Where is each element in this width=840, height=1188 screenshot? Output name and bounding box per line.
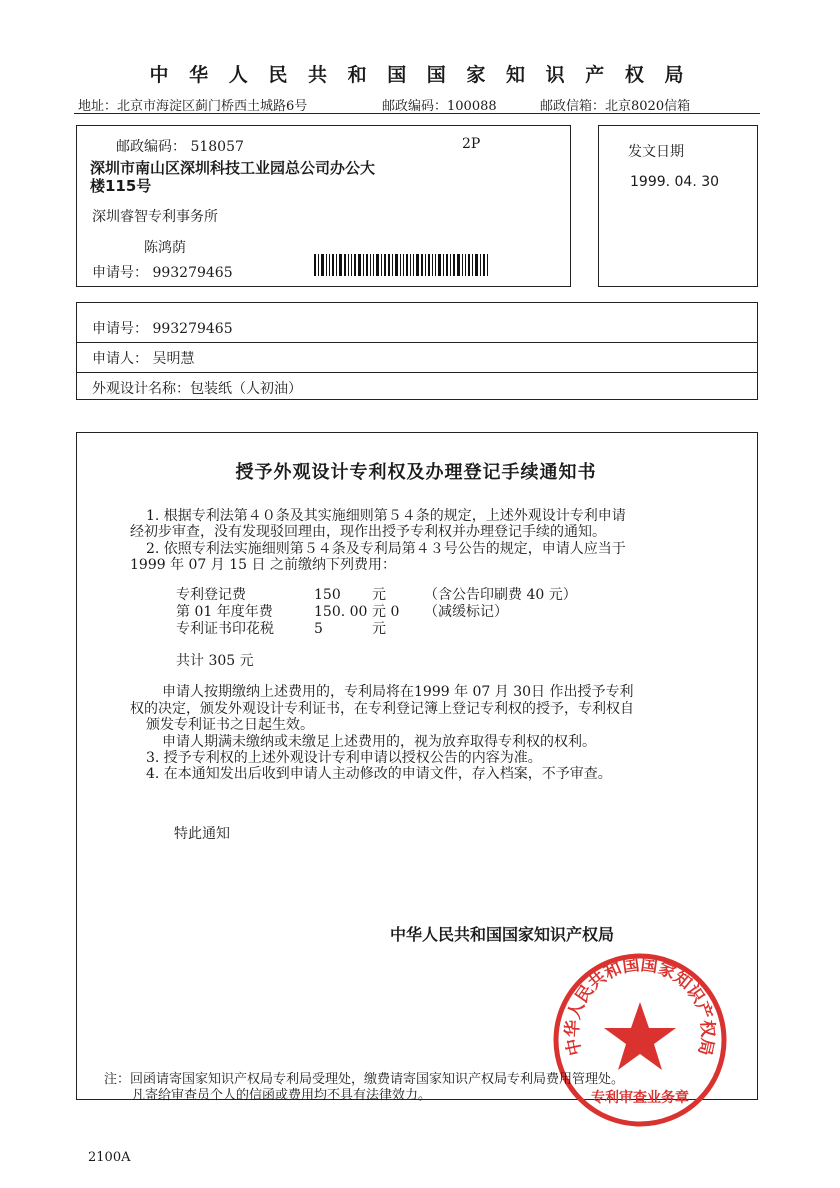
recipient-address-line1: 深圳市南山区深圳科技工业园总公司办公大 xyxy=(90,159,376,177)
barcode-bar xyxy=(314,254,316,276)
barcode-bar xyxy=(366,254,368,276)
barcode-bar xyxy=(406,254,408,276)
barcode-bar xyxy=(354,254,356,276)
recipient-address-line2: 楼115号 xyxy=(90,177,152,195)
fee-amount: 5 xyxy=(314,621,323,637)
recipient-application-no: 申请号： 993279465 xyxy=(92,265,233,281)
notice-para2-line2: 1999 年 07 月 15 日 之前缴纳下列费用： xyxy=(130,557,396,573)
barcode-bar xyxy=(416,254,419,276)
barcode-bar xyxy=(453,254,455,276)
barcode-bar xyxy=(344,254,346,276)
barcode-bar xyxy=(381,254,382,276)
notice-item-4: 4. 在本通知发出后收到申请人主动修改的申请文件，存入档案，不予审查。 xyxy=(146,766,612,782)
case-design-name: 外观设计名称：包装纸（人初油） xyxy=(92,381,302,397)
barcode-bar xyxy=(400,254,401,276)
footnote-line1: 注：回函请寄国家知识产权局专利局受理处，缴费请寄国家知识产权局专利局费用管理处。 xyxy=(104,1072,625,1087)
barcode-bar xyxy=(395,254,398,276)
barcode-bar xyxy=(413,254,414,276)
recipient-contact: 陈鸿荫 xyxy=(144,240,186,256)
barcode-bar xyxy=(384,254,386,276)
fee-note: （含公告印刷费 40 元） xyxy=(424,587,577,603)
barcode-bar xyxy=(468,254,470,276)
fee-name: 第 01 年度年费 xyxy=(176,604,273,620)
notice-para1-line2: 经初步审查，没有发现驳回理由，现作出授予专利权并办理登记手续的通知。 xyxy=(130,524,606,540)
barcode-bar xyxy=(487,254,488,276)
fee-amount: 150. 00 xyxy=(314,604,368,620)
barcode-bar xyxy=(392,254,393,276)
fee-name: 专利证书印花税 xyxy=(176,621,274,637)
agency-title: 中 华 人 民 共 和 国 国 家 知 识 产 权 局 xyxy=(149,64,691,86)
barcode-bar xyxy=(443,254,444,276)
notice-para3-line2: 权的决定，颁发外观设计专利证书，在专利登记簿上登记专利权的授予，专利权自 xyxy=(130,701,634,717)
barcode-bar xyxy=(425,254,426,276)
barcode-bar xyxy=(318,254,319,276)
barcode-bar xyxy=(480,254,481,276)
barcode-bar xyxy=(462,254,463,276)
fee-note: （减缓标记） xyxy=(424,604,508,620)
seal-ring-text: 中华人民共和国国家知识产权局 xyxy=(562,954,718,1058)
barcode-bar xyxy=(321,254,324,276)
fee-amount: 150 xyxy=(314,587,341,603)
barcode-bar xyxy=(457,254,460,276)
barcode-bar xyxy=(358,254,361,276)
barcode-bar xyxy=(339,254,342,276)
barcode-bar xyxy=(351,254,352,276)
notice-para3-line4: 申请人期满未缴纳或未缴足上述费用的，视为放弃取得专利权的权利。 xyxy=(162,734,596,750)
agency-address: 地址：北京市海淀区蓟门桥西土城路6号 xyxy=(78,99,308,114)
fee-name: 专利登记费 xyxy=(176,587,246,603)
barcode-bar xyxy=(376,254,379,276)
notice-heading: 授予外观设计专利权及办理登记手续通知书 xyxy=(235,462,597,483)
barcode-bar xyxy=(329,254,330,276)
seal-star-icon xyxy=(604,1002,676,1070)
notice-item-3: 3. 授予专利权的上述外观设计专利申请以授权公告的内容为准。 xyxy=(146,750,542,766)
fee-unit: 元 0 xyxy=(372,604,400,620)
fee-total: 共计 305 元 xyxy=(176,653,254,669)
barcode-bar xyxy=(483,254,485,276)
notice-para3-line3: 颁发专利证书之日起生效。 xyxy=(146,717,314,733)
dispatch-date-label: 发文日期 xyxy=(628,144,684,160)
barcode-bar xyxy=(450,254,451,276)
agency-mailbox: 邮政信箱：北京8020信箱 xyxy=(540,99,691,114)
notice-para1-line1: 1. 根据专利法第４０条及其实施细则第５４条的规定，上述外观设计专利申请 xyxy=(146,508,626,524)
fee-unit: 元 xyxy=(372,587,386,603)
form-code: 2100A xyxy=(88,1150,131,1165)
header-divider xyxy=(74,113,760,114)
barcode-bar xyxy=(432,254,433,276)
barcode-bar xyxy=(475,254,478,276)
barcode-bar xyxy=(435,254,436,276)
barcode-bar xyxy=(438,254,441,276)
case-info-divider-1 xyxy=(76,342,758,343)
barcode-bar xyxy=(446,254,448,276)
notice-signature: 中华人民共和国国家知识产权局 xyxy=(390,925,615,944)
barcode-bar xyxy=(428,254,430,276)
agency-postcode: 邮政编码：100088 xyxy=(382,99,497,114)
barcode-bar xyxy=(336,254,337,276)
footnote-line2: 凡寄给审查员个人的信函或费用均不具有法律效力。 xyxy=(132,1088,432,1103)
barcode-bar xyxy=(373,254,374,276)
barcode-bar xyxy=(410,254,411,276)
fee-unit: 元 xyxy=(372,621,386,637)
barcode-bar xyxy=(465,254,466,276)
barcode-bar xyxy=(348,254,349,276)
notice-para2-line1: 2. 依照专利法实施细则第５４条及专利局第４３号公告的规定，申请人应当于 xyxy=(146,541,626,557)
barcode-bar xyxy=(472,254,473,276)
barcode-bar xyxy=(363,254,364,276)
notice-para3-line1: 申请人按期缴纳上述费用的，专利局将在1999 年 07 月 30日 作出授予专利 xyxy=(162,684,634,700)
barcode-bar xyxy=(421,254,423,276)
recipient-firm: 深圳睿智专利事务所 xyxy=(92,209,218,225)
page-marker: 2P xyxy=(462,136,481,152)
barcode-bar xyxy=(403,254,404,276)
case-info-divider-2 xyxy=(76,372,758,373)
case-applicant: 申请人： 吴明慧 xyxy=(92,351,195,367)
seal-band-text: 专利审查业务章 xyxy=(591,1090,689,1106)
dispatch-date-value: 1999. 04. 30 xyxy=(630,174,720,190)
notice-closing: 特此通知 xyxy=(174,826,230,842)
recipient-postcode: 邮政编码： 518057 xyxy=(116,139,244,155)
barcode-bar xyxy=(332,254,334,276)
barcode-bar xyxy=(370,254,371,276)
case-application-no: 申请号： 993279465 xyxy=(92,321,233,337)
barcode xyxy=(314,254,490,276)
official-seal xyxy=(552,952,728,1128)
barcode-bar xyxy=(388,254,390,276)
barcode-bar xyxy=(326,254,327,276)
